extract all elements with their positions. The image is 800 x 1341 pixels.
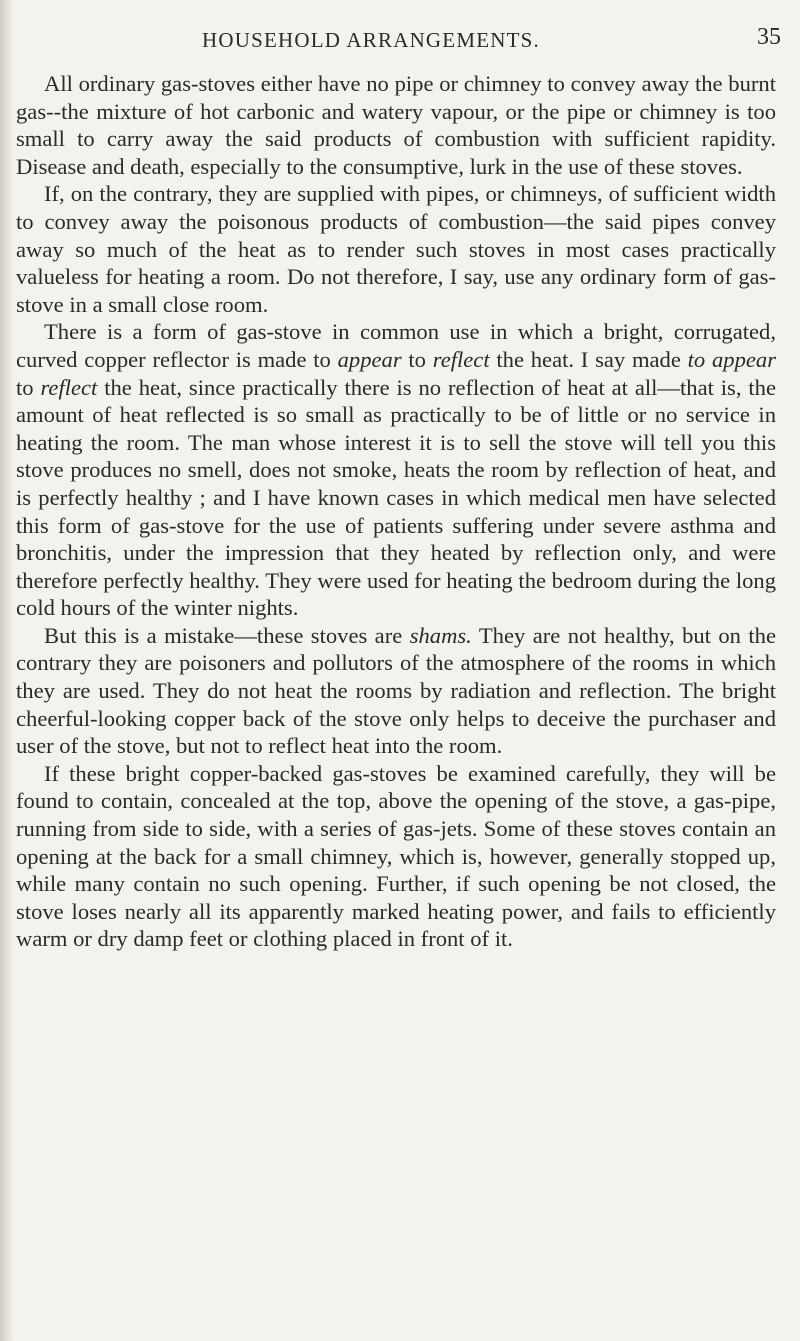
paragraph-3-emphasis-appear: appear (337, 346, 402, 372)
running-head: HOUSEHOLD ARRANGEMENTS. (202, 28, 540, 52)
paragraph-3 (16, 318, 776, 622)
paragraph-1: All ordinary gas-stoves either have no pipe or chimney to convey away the burnt gas--the mixture of hot carbonic and watery vapour, or the pipe or chimney is too small to carry away the said products of combustion with sufficient rapidity. Disease and death, especially to the consumptive, lurk in the use of these stoves. (16, 71, 776, 179)
paragraph-3-text-b: to (401, 346, 433, 372)
paragraph-3-emphasis-reflect-2: reflect (40, 374, 98, 400)
paragraph-5: If these bright copper-backed gas-stoves be examined carefully, they will be found to contain, concealed at the top, above the opening of the stove, a gas-pipe, running from side to side, with a series of gas-jets. Some of these stoves contain an opening at the back for a small chimney, which is, however, generally stopped up, while many contain no such opening. Further, if such opening be not closed, the stove loses nearly all its apparently marked heating power, and fails to efficiently warm or dry damp feet or clothing placed in front of it. (16, 760, 776, 952)
paragraph-3-text-a: There is a form of gas-stove in common use in which a bright, corrugated, curved copper reflector is made to (16, 319, 776, 372)
paragraph-3-emphasis-reflect: reflect (432, 346, 490, 372)
paragraph-3-text-e: the heat, since practically there is no reflection of heat at all—that is, the amount of heat reflected is so small as practically to be of little or no service in heating the room. The man whose interest it is to sell the stove will tell you this stove produces no smell, does not smoke, heats the room by reflection of heat, and is perfectly healthy ; and I have known cases in which medical men have selected this form of gas-stove for the use of patients suffering under severe asthma and bronchitis, under the impression that they heated by reflection only, and were therefore perfectly healthy. They were used for heating the bedroom during the long cold hours of the winter nights. (16, 374, 776, 621)
paragraph-4-emphasis-shams: shams. (409, 622, 472, 648)
page-number: 35 (757, 24, 781, 50)
paragraph-3-text-d: to (16, 374, 41, 400)
page-body (16, 70, 776, 953)
paragraph-4 (16, 622, 776, 760)
page-binding-edge (0, 0, 14, 1341)
paragraph-4-text-b: They are not healthy, but on the contrary they are poisoners and pollutors of the atmosphere of the rooms in which they are used. They do not heat the rooms by radiation and reflection. The bright cheerful-looking copper back of the stove only helps to deceive the purchaser and user of the stove, but not to reflect heat into the room. (16, 622, 776, 759)
paragraph-4-text-a: But this is a mistake—these stoves are (44, 622, 410, 648)
page-header (0, 18, 800, 58)
paragraph-3-text-c: the heat. I say made (489, 346, 688, 372)
paragraph-2: If, on the contrary, they are supplied with pipes, or chimneys, of sufficient width to convey away the poisonous products of combustion—the said pipes convey away so much of the heat as to render such stoves in most cases practically valueless for heating a room. Do not therefore, I say, use any ordinary form of gas-stove in a small close room. (16, 181, 776, 317)
paragraph-3-emphasis-to-appear: to appear (687, 346, 777, 372)
